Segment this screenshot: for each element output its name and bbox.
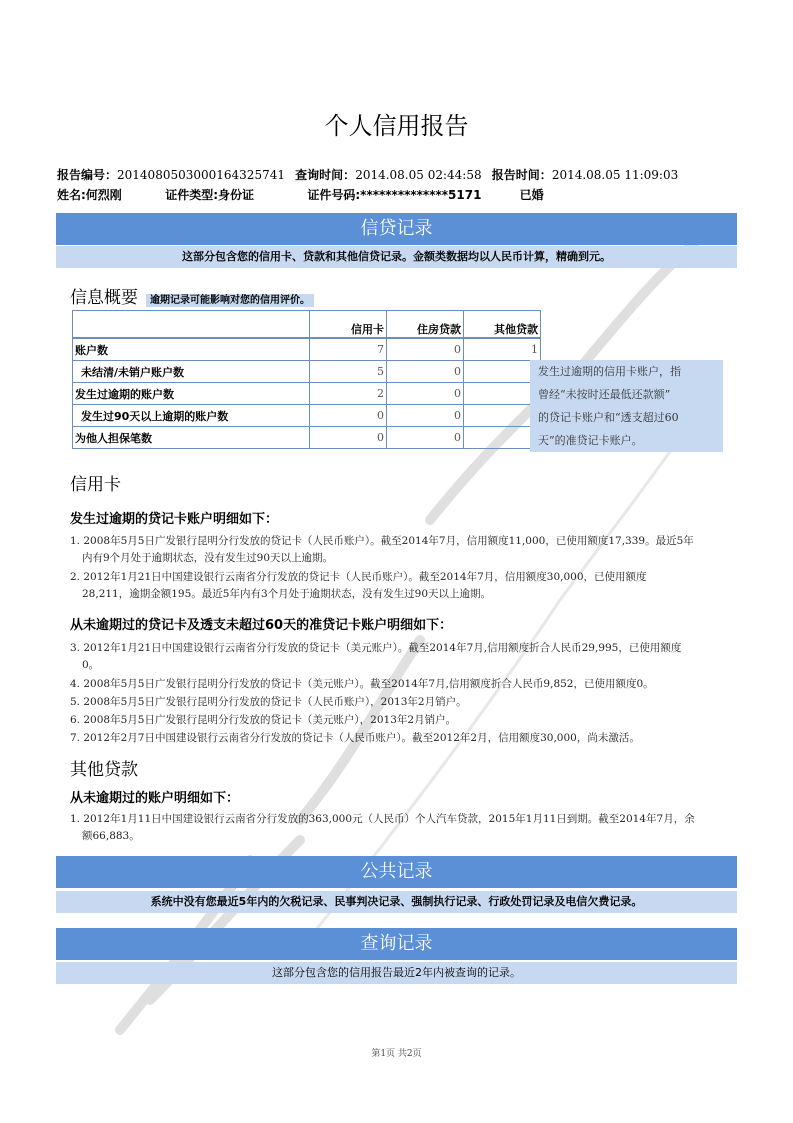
report-no-label: 报告编号： xyxy=(57,168,118,182)
report-time: 2014.08.05 11:09:03 xyxy=(551,168,679,182)
id-no-field: 证件号码:**************5171 xyxy=(307,188,482,202)
table-row xyxy=(73,383,541,405)
list-item xyxy=(70,811,740,845)
list-item xyxy=(70,640,740,674)
cell: 0 xyxy=(310,405,387,427)
cell: 0 xyxy=(387,361,464,383)
normal-accounts-heading: 从未逾期过的贷记卡及透支未超过60天的准贷记卡账户明细如下： xyxy=(70,618,453,633)
credit-card-heading: 信用卡 xyxy=(70,475,121,495)
cell: 0 xyxy=(310,427,387,449)
query-time-label: 查询时间： xyxy=(295,168,356,182)
list-item xyxy=(70,676,740,693)
header-cell xyxy=(73,311,310,339)
public-section-band: 公共记录 xyxy=(56,856,737,888)
list-item xyxy=(70,712,740,729)
list-item xyxy=(70,569,740,603)
item-line: 28,211，逾期金额195。最近5年内有3个月处于逾期状态，没有发生过90天以上逾期。 xyxy=(82,588,492,600)
report-time-label: 报告时间： xyxy=(491,168,552,182)
cell xyxy=(464,427,541,449)
list-item xyxy=(70,730,740,747)
item-line: 1. 2008年5月5日广发银行昆明分行发放的贷记卡（人民币账户）。截至2014年7月，信用额度11,000，已使用额度17,339。最近5年 xyxy=(70,535,694,547)
item-line: 7. 2012年2月7日中国建设银行云南省分行发放的贷记卡（人民币账户）。截至2012年2月，信用额度30,000，尚未激活。 xyxy=(70,732,640,744)
table-row xyxy=(73,405,541,427)
cell xyxy=(464,383,541,405)
row-label: 发生过逾期的账户数 xyxy=(73,383,310,405)
note-line: 曾经“未按时还最低还款额” xyxy=(538,388,671,401)
public-section-desc: 系统中没有您最近5年内的欠税记录、民事判决记录、强制执行记录、行政处罚记录及电信欠费记录。 xyxy=(56,891,737,913)
cell: 0 xyxy=(387,405,464,427)
table-row xyxy=(73,427,541,449)
cell: 0 xyxy=(387,427,464,449)
credit-section-desc: 这部分包含您的信用卡、贷款和其他信贷记录。金额类数据均以人民币计算，精确到元。 xyxy=(56,246,737,268)
overdue-accounts-heading: 发生过逾期的贷记卡账户明细如下： xyxy=(70,512,279,527)
note-line: 的贷记卡账户和“透支超过60 xyxy=(538,411,679,424)
id-type-field: 证件类型:身份证 xyxy=(165,188,254,202)
overview-note: 逾期记录可能影响对您的信用评价。 xyxy=(146,294,314,307)
item-line: 3. 2012年1月21日中国建设银行云南省分行发放的贷记卡（美元账户）。截至2014年7月,信用额度折合人民币29,995，已使用额度 xyxy=(70,642,682,654)
credit-section-band: 信贷记录 xyxy=(56,213,737,245)
page-title: 个人信用报告 xyxy=(324,112,469,140)
item-line: 4. 2008年5月5日广发银行昆明分行发放的贷记卡（美元账户）。截至2014年7月,信用额度折合人民币9,852，已使用额度0。 xyxy=(70,678,654,690)
summary-table xyxy=(72,310,541,449)
note-line: 发生过逾期的信用卡账户，指 xyxy=(538,365,681,378)
item-line: 额66,883。 xyxy=(82,830,140,842)
other-loans-heading: 其他贷款 xyxy=(70,760,138,780)
cell: 0 xyxy=(387,338,464,361)
query-section-band: 查询记录 xyxy=(56,928,737,960)
query-time: 2014.08.05 02:44:58 xyxy=(355,168,482,182)
page-number: 第1页 共2页 xyxy=(371,1049,422,1059)
identity-line xyxy=(57,186,544,203)
cell: 1 xyxy=(464,338,541,361)
table-row xyxy=(73,338,541,361)
row-label: 账户数 xyxy=(73,338,310,361)
query-section-desc: 这部分包含您的信用报告最近2年内被查询的记录。 xyxy=(56,962,737,984)
overdue-definition-note xyxy=(530,360,723,452)
item-line: 1. 2012年1月11日中国建设银行云南省分行发放的363,000元（人民币）个人汽车贷款，2015年1月11日到期。截至2014年7月，余 xyxy=(70,813,695,825)
table-header-row xyxy=(73,311,541,339)
overview-title: 信息概要 xyxy=(70,288,138,308)
report-no: 2014080503000164325741 xyxy=(117,168,285,182)
header-cell: 信用卡 xyxy=(310,311,387,339)
overview-heading xyxy=(70,283,314,308)
list-item xyxy=(70,694,740,711)
item-line: 6. 2008年5月5日广发银行昆明分行发放的贷记卡（美元账户），2013年2月销户。 xyxy=(70,714,457,726)
marital-status: 已婚 xyxy=(519,188,544,202)
cell: 5 xyxy=(310,361,387,383)
cell: 2 xyxy=(310,383,387,405)
row-label: 发生过90天以上逾期的账户数 xyxy=(73,405,310,427)
row-label: 未结清/未销户账户数 xyxy=(73,361,310,383)
cell xyxy=(464,361,541,383)
list-item xyxy=(70,533,740,567)
cell xyxy=(464,405,541,427)
item-line: 2. 2012年1月21日中国建设银行云南省分行发放的贷记卡（人民币账户）。截至2014年7月，信用额度30,000，已使用额度 xyxy=(70,571,647,583)
header-cell: 其他贷款 xyxy=(464,311,541,339)
report-meta-line xyxy=(57,166,678,183)
item-line: 5. 2008年5月5日广发银行昆明分行发放的贷记卡（人民币账户），2013年2月销户。 xyxy=(70,696,467,708)
cell: 0 xyxy=(387,383,464,405)
name-field: 姓名:何烈刚 xyxy=(57,188,122,202)
row-label: 为他人担保笔数 xyxy=(73,427,310,449)
note-line: 天”的准贷记卡账户。 xyxy=(538,434,643,447)
table-row xyxy=(73,361,541,383)
item-line: 内有9个月处于逾期状态，没有发生过90天以上逾期。 xyxy=(82,552,334,564)
cell: 7 xyxy=(310,338,387,361)
other-loans-subheading: 从未逾期过的账户明细如下： xyxy=(70,791,240,806)
item-line: 0。 xyxy=(82,659,100,671)
header-cell: 住房贷款 xyxy=(387,311,464,339)
